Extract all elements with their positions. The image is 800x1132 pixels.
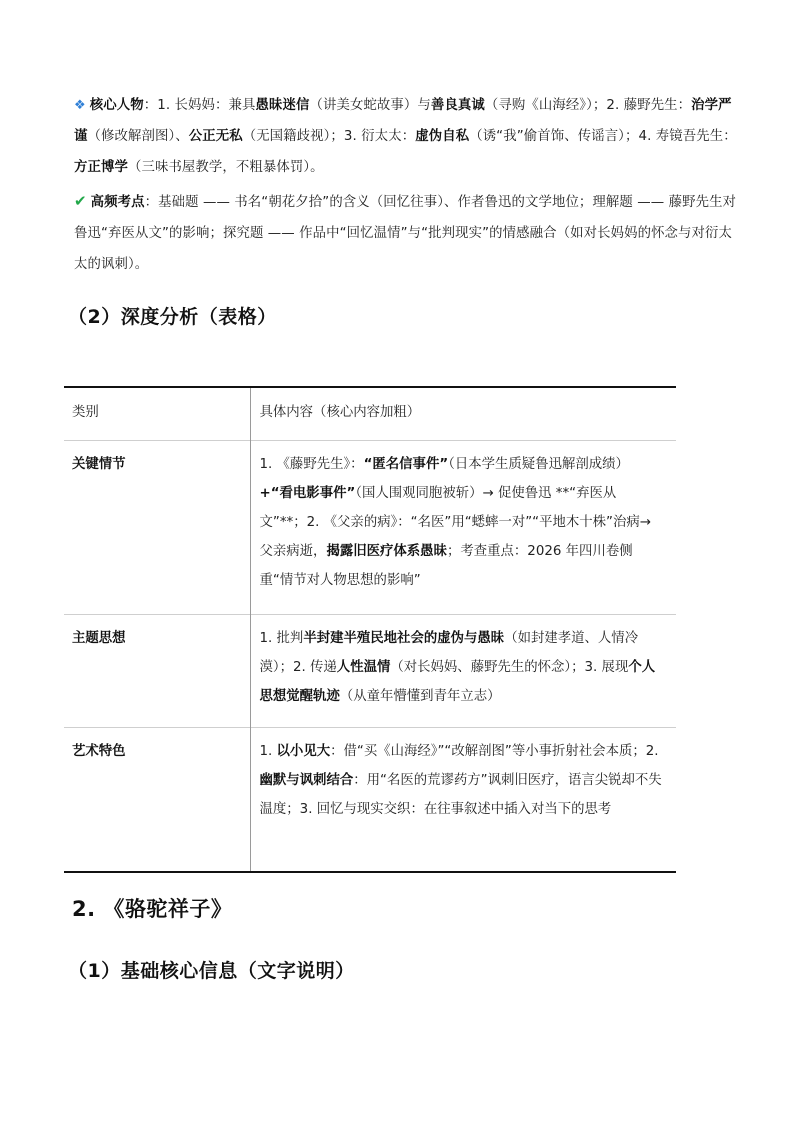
bold-span: 幽默与讽刺结合 xyxy=(259,772,354,788)
section-heading-basic-info: （1）基础核心信息（文字说明） xyxy=(68,960,355,982)
text-span: （对长妈妈、藤野先生的怀念）；3. 展现 xyxy=(390,659,629,675)
text-span: 1. xyxy=(259,743,277,759)
text-span: （诱“我”偷首饰、传谣言）；4. 寿镜吾先生： xyxy=(469,129,737,144)
core-characters-paragraph xyxy=(74,90,742,183)
bold-span: 公正无私 xyxy=(188,129,243,144)
text-span: 1. 批判 xyxy=(259,630,304,646)
text-span: （无国籍歧视）；3. 衍太太： xyxy=(242,129,416,144)
text-span: ：借“买《山海经》”“改解剖图”等小事折射社会本质；2. xyxy=(330,743,659,759)
exam-points-text: ：基础题 —— 书名“朝花夕拾”的含义（回忆往事）、作者鲁迅的文学地位；理解题 —— 藤野先生对鲁迅“弃医从文”的影响；探究题 —— 作品中“回忆温情”与“批判现实”的情感融合（如对长妈妈的怀念与对衍太太的讽刺）。 xyxy=(74,195,737,272)
table-row xyxy=(64,614,676,727)
text-span: （从童年懵懂到青年立志） xyxy=(339,688,501,704)
bold-span: 半封建半殖民地社会的虚伪与愚昧 xyxy=(303,630,505,646)
bold-span: 善良真诚 xyxy=(430,98,485,113)
bold-span: “匿名信事件” xyxy=(363,456,449,472)
text-span: ；考查重点：2026 年四川卷侧重“情节对人物思想的影响” xyxy=(259,543,633,588)
bold-span: 人性温情 xyxy=(336,659,391,675)
bold-span: 揭露旧医疗体系愚昧 xyxy=(326,543,447,559)
text-span: （如封建孝道、人情冷漠）；2. 传递 xyxy=(259,630,639,675)
row-category: 主题思想 xyxy=(64,614,250,727)
text-span: （讲美女蛇故事）与 xyxy=(309,98,431,113)
bold-span: 方正博学 xyxy=(74,160,128,175)
text-span: 1. 《藤野先生》： xyxy=(259,456,364,472)
text-span: （国人围观同胞被斩）→ 促使鲁迅 **“弃医从文”**；2. 《父亲的病》：“名医”用“蟋蟀一对”“平地木十株”治病→ 父亲病逝， xyxy=(259,485,651,559)
row-content xyxy=(250,727,676,872)
core-characters-label: 核心人物 xyxy=(89,98,144,113)
text-span: （三味书屋教学，不粗暴体罚）。 xyxy=(127,160,324,175)
table-header-row xyxy=(64,387,676,440)
table-row xyxy=(64,440,676,614)
exam-points-label: 高频考点 xyxy=(90,195,145,210)
row-content xyxy=(250,440,676,614)
text-span: （寻购《山海经》）；2. 藤野先生： xyxy=(484,98,692,113)
section-heading-deep-analysis: （2）深度分析（表格） xyxy=(68,306,277,328)
text-span: ：1. 长妈妈：兼具 xyxy=(143,98,256,113)
text-span: （修改解剖图）、 xyxy=(87,129,189,144)
row-category: 关键情节 xyxy=(64,440,250,614)
blue-diamond-icon: ❖ xyxy=(74,98,86,113)
row-content xyxy=(250,614,676,727)
deep-analysis-table xyxy=(64,386,676,873)
header-content: 具体内容（核心内容加粗） xyxy=(259,405,421,420)
bold-span: 愚昧迷信 xyxy=(255,98,310,113)
row-category: 艺术特色 xyxy=(64,727,250,872)
table-row xyxy=(64,727,676,872)
header-category: 类别 xyxy=(64,387,250,440)
bold-span: +“看电影事件” xyxy=(259,485,356,501)
bold-span: 治学严谨 xyxy=(74,98,732,144)
text-span: ：用“名医的荒谬药方”讽刺旧医疗，语言尖锐却不失温度；3. 回忆与现实交织：在往事叙述中插入对当下的思考 xyxy=(259,772,662,817)
section-heading-book2: 2. 《骆驼祥子》 xyxy=(72,897,233,921)
text-span: （日本学生质疑鲁迅解剖成绩） xyxy=(448,456,629,472)
bold-span: 个人思想觉醒轨迹 xyxy=(259,659,656,704)
bold-span: 以小见大 xyxy=(276,743,331,759)
bold-span: 虚伪自私 xyxy=(415,129,470,144)
exam-points-paragraph xyxy=(74,186,742,280)
green-check-icon: ✔ xyxy=(74,192,87,210)
